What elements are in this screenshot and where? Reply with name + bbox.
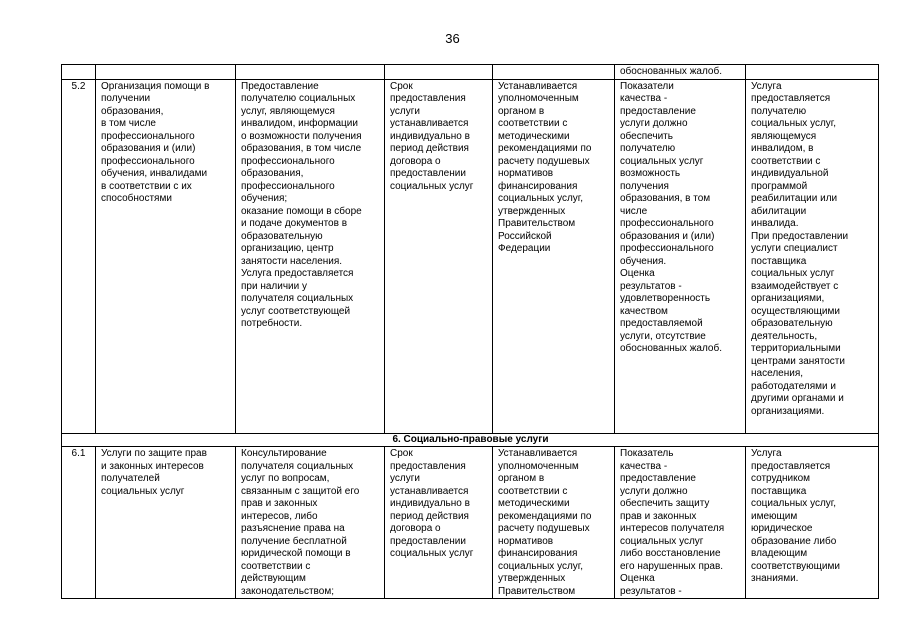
services-table (61, 64, 879, 599)
cell-description (236, 65, 385, 80)
service-conditions: Услуга предоставляется сотрудником поставщика социальных услуг, имеющим юридическое образование либо владеющим соответствующими знаниями. (746, 447, 879, 599)
service-term: Срок предоставления услуги устанавливается индивидуально в период действия договора о предоставлении социальных услуг (385, 447, 493, 599)
service-description: Консультирование получателя социальных услуг по вопросам, связанным с защитой его прав и законных интересов, либо разъяснение права на получение бесплатной юридической помощи в соответствии с действующим законодательством; (236, 447, 385, 599)
service-cost: Устанавливается уполномоченным органом в соответствии с методическими рекомендациями по расчету подушевых нормативов финансирования социальных услуг, утвержденных Правительством Российской Федерации (493, 79, 615, 433)
service-cost: Устанавливается уполномоченным органом в соответствии с методическими рекомендациями по расчету подушевых нормативов финансирования социальных услуг, утвержденных Правительством (493, 447, 615, 599)
service-description: Предоставление получателю социальных услуг, являющемуся инвалидом, информации о возможности получения образования, в том числе профессионального образования, профессионального обучения; оказание помощи в сборе и подаче документов в образовательную организацию, центр занятости населения. Услуга предоставляется при наличии у получателя социальных услуг соответствующей потребности. (236, 79, 385, 433)
page-number: 36 (445, 31, 460, 46)
cell-cost (493, 65, 615, 80)
continuation-row (62, 65, 879, 80)
cell-quality: обоснованных жалоб. (615, 65, 746, 80)
service-name: Услуги по защите прав и законных интересов получателей социальных услуг (96, 447, 236, 599)
section-title: 6. Социально-правовые услуги (62, 433, 879, 447)
row-number: 6.1 (62, 447, 96, 599)
row-number: 5.2 (62, 79, 96, 433)
section-header-row (62, 433, 879, 447)
service-name: Организация помощи в получении образования, в том числе профессионального образования и (или) профессионального обучения, инвалидами в соответствии с их способностями (96, 79, 236, 433)
service-quality: Показатели качества - предоставление услуги должно обеспечить получателю социальных услуг возможность получения образования, в том числе профессионального образования и (или) профессионального обучения. Оценка результатов - удовлетворенность качеством предоставляемой услуги, отсутствие обоснованных жалоб. (615, 79, 746, 433)
table-row (62, 447, 879, 599)
table-row (62, 79, 879, 433)
service-quality: Показатель качества - предоставление услуги должно обеспечить защиту прав и законных интересов получателя социальных услуг либо восстановление его нарушенных прав. Оценка результатов - (615, 447, 746, 599)
service-term: Срок предоставления услуги устанавливается индивидуально в период действия договора о предоставлении социальных услуг (385, 79, 493, 433)
cell-num (62, 65, 96, 80)
service-conditions: Услуга предоставляется получателю социальных услуг, являющемуся инвалидом, в соответствии с индивидуальной программой реабилитации или абилитации инвалида. При предоставлении услуги специалист поставщика социальных услуг взаимодействует с организациями, осуществляющими образовательную деятельность, территориальными центрами занятости населения, работодателями и другими органами и организациями. (746, 79, 879, 433)
cell-conditions (746, 65, 879, 80)
cell-name (96, 65, 236, 80)
cell-term (385, 65, 493, 80)
